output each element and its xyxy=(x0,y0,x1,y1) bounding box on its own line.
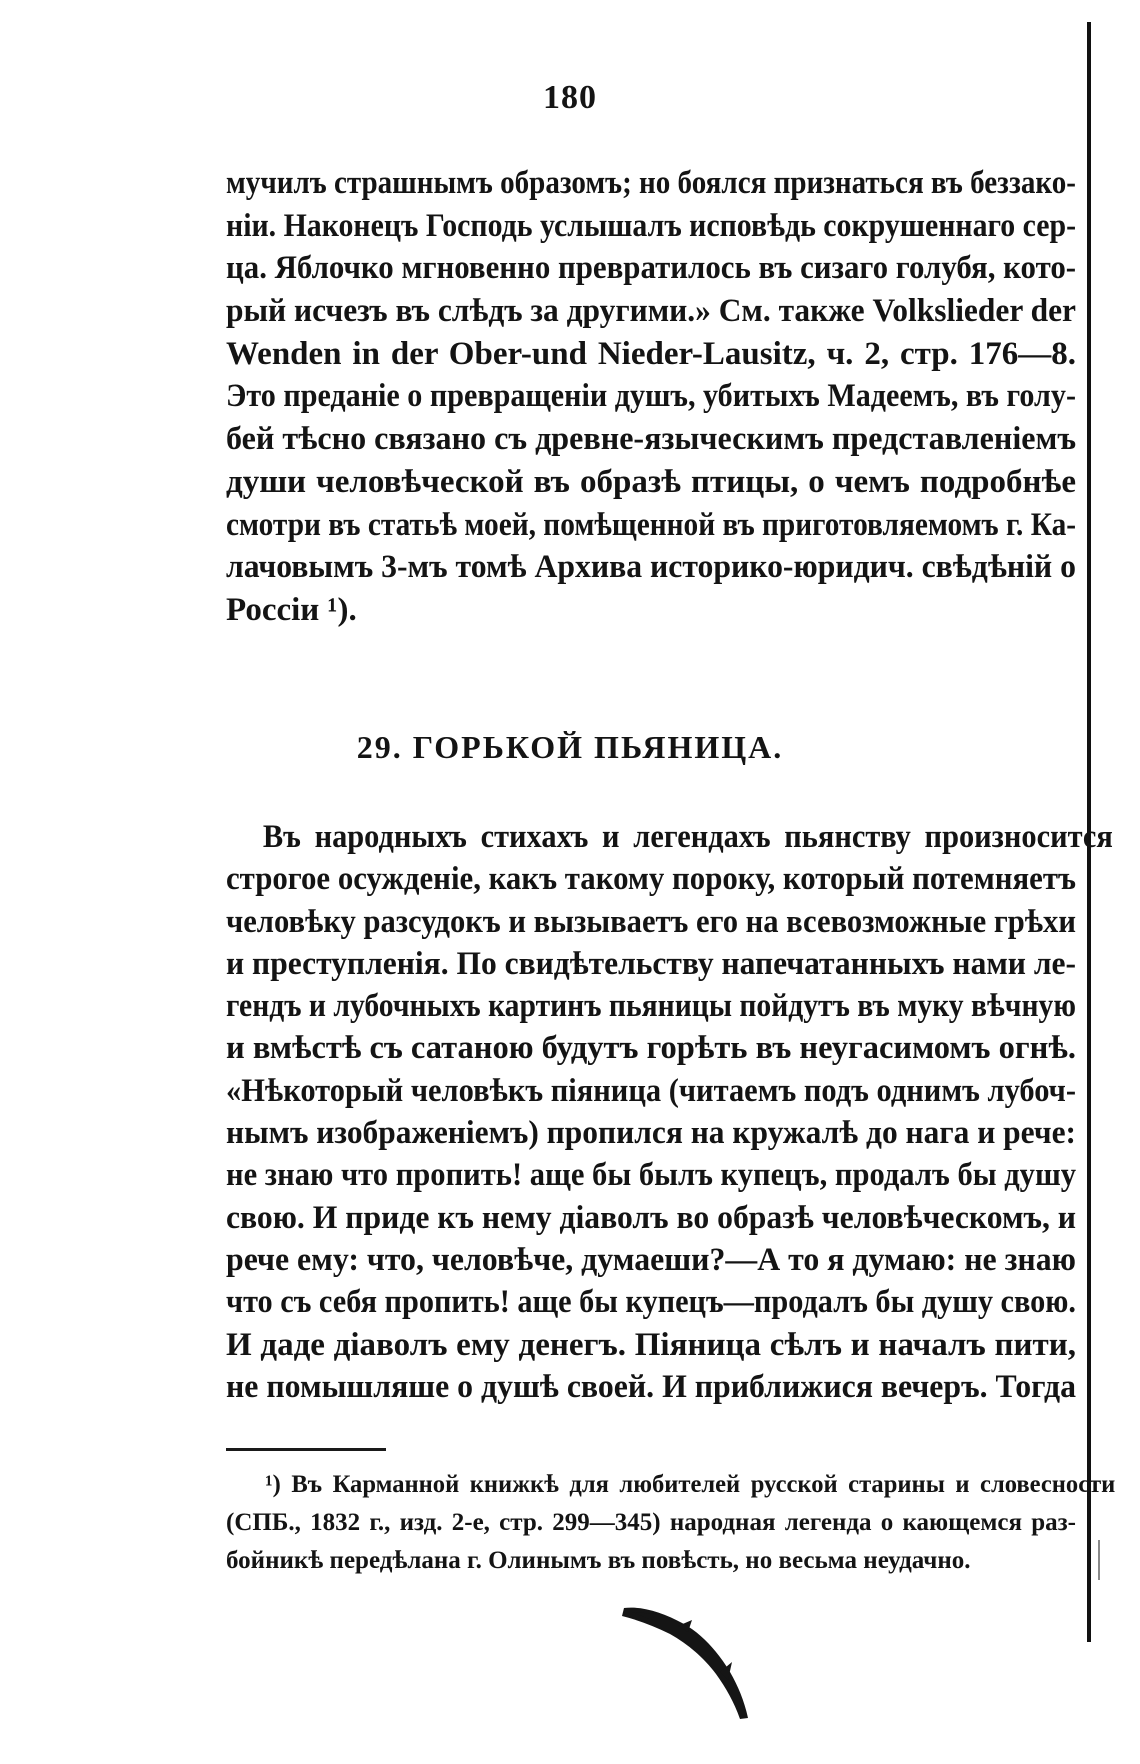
text-line: Въ народныхъ стихахъ и легендахъ пьянству произносится xyxy=(262,819,1113,855)
text-line: Это преданіе о превращеніи душъ, убитыхъ Мадеемъ, въ голу- xyxy=(226,378,1076,415)
text-line: не помышляше о душѣ своей. И приближися вечеръ. Тогда xyxy=(226,1368,1076,1405)
text-line: лачовымъ 3-мъ томѣ Архива историко-юридич. свѣдѣній о xyxy=(226,549,1076,586)
main-paragraph xyxy=(226,816,1113,1408)
text-line: смотри въ статьѣ моей, помѣщенной въ приготовляемомъ г. Ка- xyxy=(226,506,1077,543)
footnote-divider xyxy=(226,1448,386,1451)
text-line: ніи. Наконецъ Господь услышалъ исповѣдь сокрушеннаго сер- xyxy=(226,207,1077,244)
text-line: И даде діаволъ ему денегъ. Піяница сѣлъ и началъ пити, xyxy=(226,1326,1076,1363)
text-line: мучилъ страшнымъ образомъ; но боялся признаться въ беззако- xyxy=(226,165,1076,201)
continuation-paragraph xyxy=(226,162,1076,632)
footnote-line: (СПБ., 1832 г., изд. 2-е, стр. 299—345) народная легенда о кающемся раз- xyxy=(226,1509,1076,1536)
scan-speck xyxy=(1098,1540,1100,1580)
text-line: свою. И приде къ нему діаволъ во образѣ человѣческомъ, и xyxy=(226,1199,1077,1236)
text-line: Россіи ¹). xyxy=(226,591,357,628)
text-line: Wenden in der Ober-und Nieder-Lausitz, ч. 2, стр. 176—8. xyxy=(226,335,1076,372)
footnote-line: бойникѣ передѣлана г. Олинымъ въ повѣсть, но весьма неудачно. xyxy=(226,1547,971,1574)
text-line: ца. Яблочко мгновенно превратилось въ сизаго голубя, кото- xyxy=(226,250,1077,287)
text-line: души человѣческой въ образѣ птицы, о чемъ подробнѣе xyxy=(226,463,1076,500)
text-line: человѣку разсудокъ и вызываетъ его на всевозможные грѣхи xyxy=(226,903,1076,940)
text-line: гендъ и лубочныхъ картинъ пьяницы пойдутъ въ муку вѣчную xyxy=(226,988,1076,1025)
page-number: 180 xyxy=(543,79,597,116)
section-heading: 29. ГОРЬКОЙ ПЬЯНИЦА. xyxy=(356,729,784,765)
footnote xyxy=(226,1466,1116,1580)
footnote-line: ¹) Въ Карманной книжкѣ для любителей русской старины и словесности xyxy=(265,1471,1116,1498)
text-line: строгое осужденіе, какъ такому пороку, который потемняетъ xyxy=(226,861,1076,898)
text-line: и преступленія. По свидѣтельству напечатанныхъ нами ле- xyxy=(226,945,1077,982)
text-line: не знаю что пропить! аще бы былъ купецъ, продалъ бы душу xyxy=(226,1157,1077,1194)
text-line: рече ему: что, человѣче, думаеши?—А то я думаю: не знаю xyxy=(226,1241,1076,1278)
text-line: «Нѣкоторый человѣкъ піяница (читаемъ подъ однимъ лубоч- xyxy=(226,1072,1076,1109)
ink-blot-mark xyxy=(622,1602,762,1722)
ink-blot-icon xyxy=(622,1602,762,1722)
text-line: нымъ изображеніемъ) пропился на кружалѣ до нага и рече: xyxy=(226,1115,1077,1152)
text-line: бей тѣсно связано съ древне-языческимъ представленіемъ xyxy=(226,421,1077,458)
text-line: что съ себя пропить! аще бы купецъ—продалъ бы душу свою. xyxy=(226,1284,1076,1321)
text-line: рый исчезъ въ слѣдъ за другими.» См. также Volkslieder der xyxy=(226,293,1076,330)
text-line: и вмѣстѣ съ сатаною будутъ горѣть въ неугасимомъ огнѣ. xyxy=(226,1030,1076,1067)
